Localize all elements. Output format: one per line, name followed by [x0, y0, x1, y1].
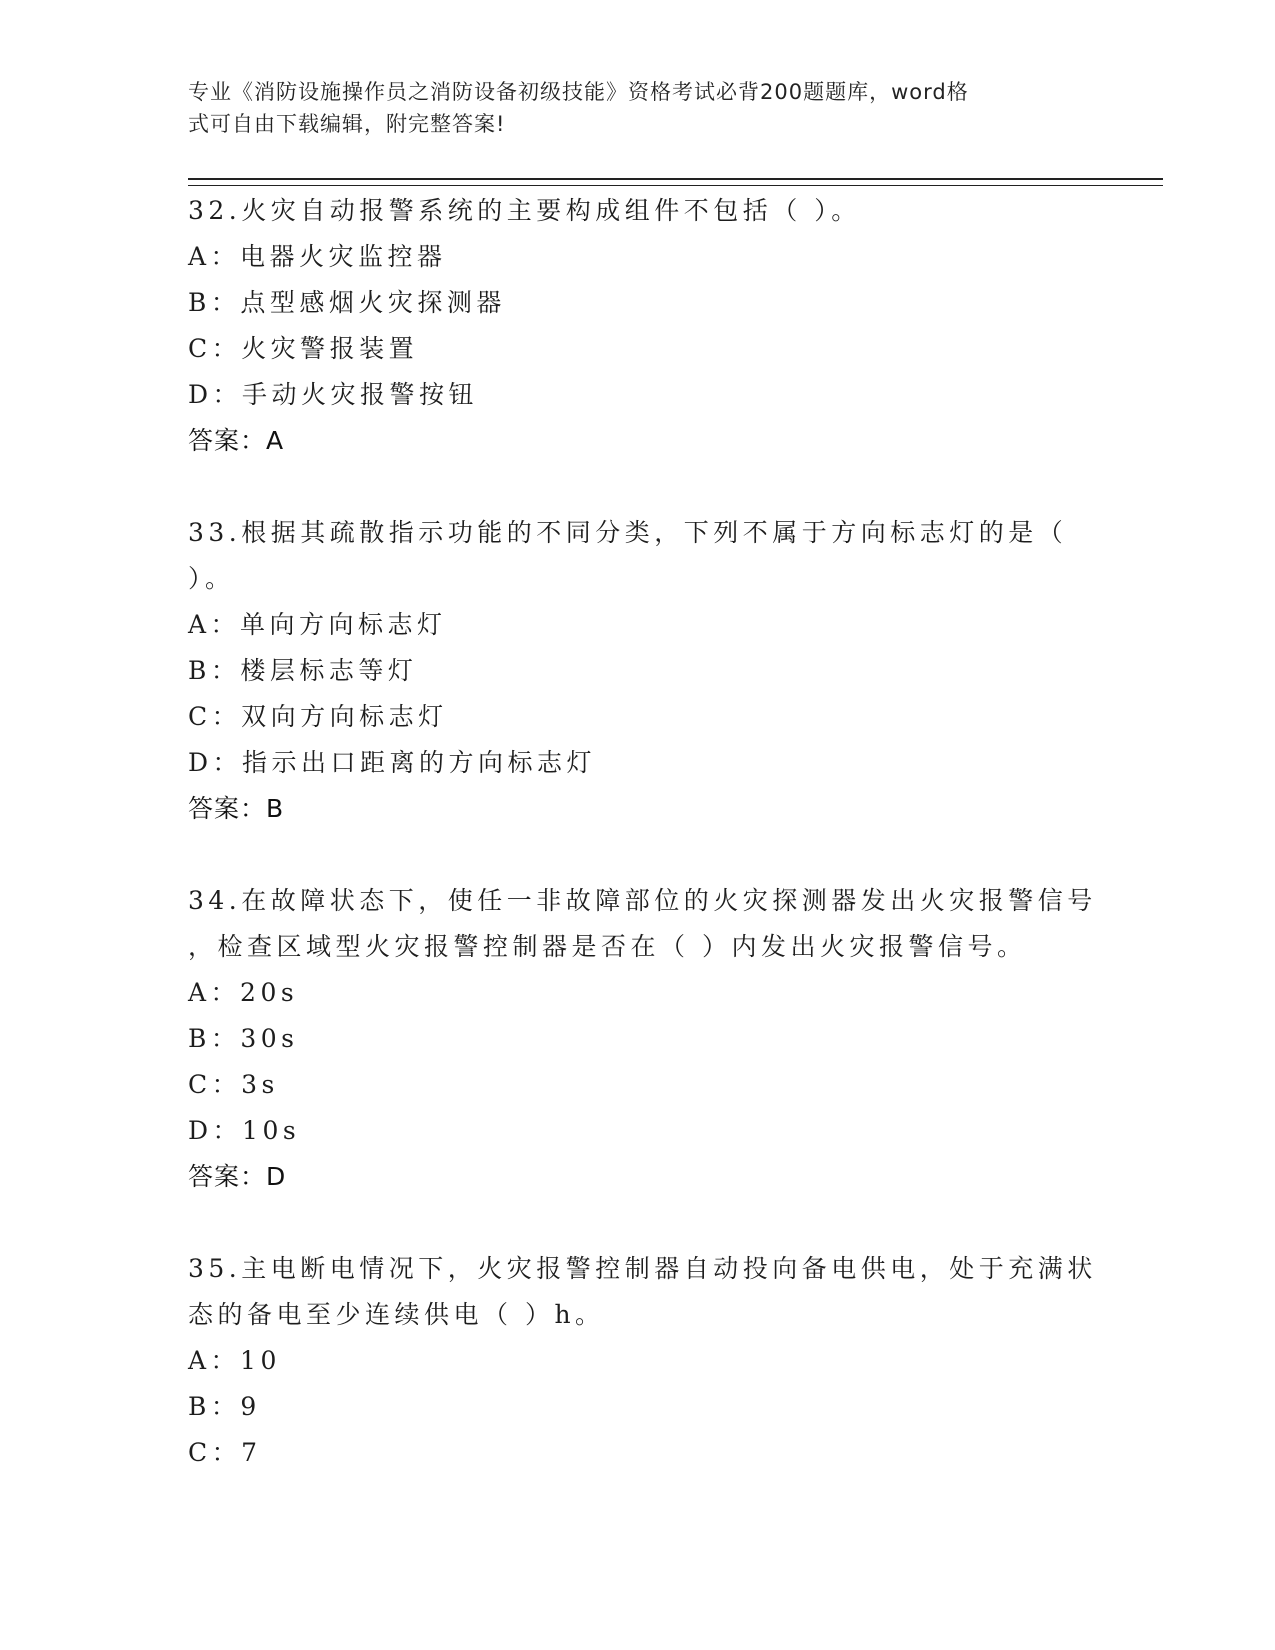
question-list	[188, 188, 1097, 1522]
option-c: C：火灾警报装置	[188, 334, 419, 363]
header-line-2: 式可自由下载编辑，附完整答案!	[188, 112, 506, 136]
header-line-1: 专业《消防设施操作员之消防设备初级技能》资格考试必背200题题库，word格	[188, 80, 969, 104]
option-c: C：双向方向标志灯	[188, 702, 448, 731]
question-34	[188, 878, 1097, 1200]
option-c: C：3s	[188, 1070, 279, 1099]
question-33	[188, 510, 1088, 832]
option-c: C：7	[188, 1438, 262, 1467]
header-divider-thin	[188, 185, 1163, 186]
question-stem-continued: ，检查区域型火灾报警控制器是否在（ ）内发出火灾报警信号。	[188, 932, 1027, 961]
option-a: A：20s	[188, 978, 299, 1007]
answer-label: 答案：D	[188, 1162, 287, 1191]
question-stem: 33.根据其疏散指示功能的不同分类，下列不属于方向标志灯的是（	[188, 518, 1068, 547]
option-a: A：电器火灾监控器	[188, 242, 447, 271]
option-b: B：点型感烟火灾探测器	[188, 288, 506, 317]
document-header	[188, 76, 1068, 140]
question-stem-continued: ）。	[188, 564, 235, 593]
answer-label: 答案：B	[188, 794, 285, 823]
option-d: D：手动火灾报警按钮	[188, 380, 479, 409]
option-d: D：指示出口距离的方向标志灯	[188, 748, 597, 777]
option-b: B：30s	[188, 1024, 299, 1053]
header-divider-thick	[188, 178, 1163, 180]
question-stem-continued: 态的备电至少连续供电（ ）h。	[188, 1300, 605, 1329]
option-a: A：10	[188, 1346, 281, 1375]
question-stem: 35.主电断电情况下，火灾报警控制器自动投向备电供电，处于充满状	[188, 1254, 1097, 1283]
question-32	[188, 188, 1088, 464]
question-stem: 32.火灾自动报警系统的主要构成组件不包括（ ）。	[188, 196, 861, 225]
answer-label: 答案：A	[188, 426, 285, 455]
question-stem: 34.在故障状态下，使任一非故障部位的火灾探测器发出火灾报警信号	[188, 886, 1097, 915]
question-35	[188, 1246, 1097, 1476]
option-d: D：10s	[188, 1116, 301, 1145]
option-a: A：单向方向标志灯	[188, 610, 447, 639]
option-b: B：楼层标志等灯	[188, 656, 418, 685]
option-b: B：9	[188, 1392, 261, 1421]
